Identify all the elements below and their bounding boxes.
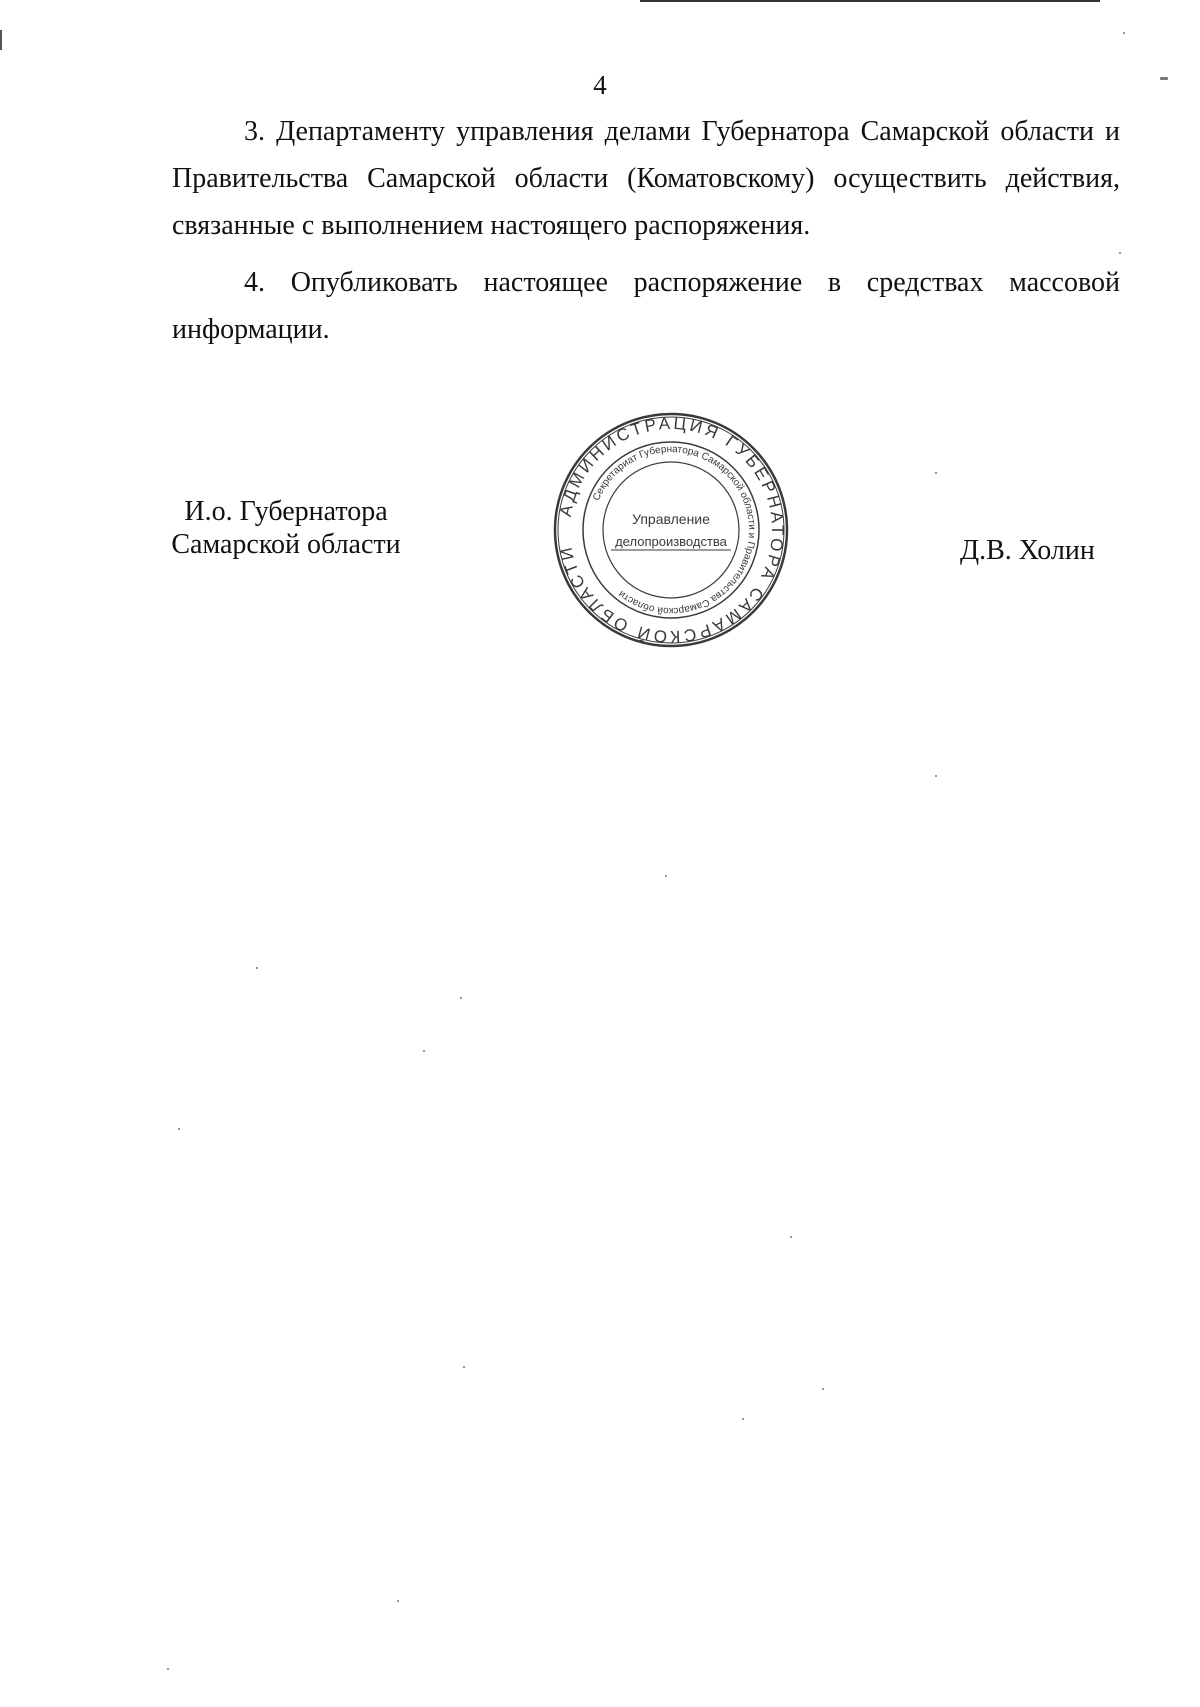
seal-outer-text: АДМИНИСТРАЦИЯ ГУБЕРНАТОРА САМАРСКОЙ ОБЛАСТИ [555, 413, 788, 647]
official-seal [553, 412, 789, 648]
scan-speck [665, 875, 667, 877]
seal-center-line1: Управление [632, 511, 710, 527]
scan-speck [935, 775, 937, 777]
signatory-position-line2: Самарской области [171, 529, 401, 560]
seal-center-line2: делопроизводства [615, 534, 727, 549]
paragraph-4: 4. Опубликовать настоящее распоряжение в средствах массовой информации. [172, 267, 1120, 345]
scan-speck [463, 1366, 465, 1368]
scan-speck [1119, 252, 1121, 254]
scan-speck [790, 1236, 792, 1238]
scan-speck [397, 1600, 399, 1602]
document-body [172, 108, 1120, 353]
signatory-position-line1: И.о. Губернатора [184, 496, 388, 527]
scan-speck [167, 1668, 169, 1670]
scan-speck [742, 1418, 744, 1420]
scan-speck [256, 967, 258, 969]
paragraph-3: 3. Департаменту управления делами Губернатора Самарской области и Правительства Самарской области (Коматовскому) осуществить действия, связанные с выполнением настоящего распоряжения. [172, 116, 1120, 241]
scan-speck [1160, 77, 1168, 80]
scan-speck [1123, 32, 1125, 34]
seal-inner-text: Секретариат Губернатора Самарской области и Правительства Самарской области [591, 443, 758, 617]
scan-speck [935, 472, 937, 474]
scan-speck [822, 1388, 824, 1390]
signatory-name: Д.В. Холин [960, 535, 1095, 566]
scan-speck [178, 1128, 180, 1130]
page-number: 4 [593, 70, 607, 100]
left-edge-mark [0, 30, 2, 50]
scan-speck [423, 1050, 425, 1052]
signatory-position [166, 495, 406, 561]
seal-inner-ring [603, 462, 739, 598]
seal-middle-ring [583, 442, 759, 618]
scan-speck [460, 997, 462, 999]
top-edge-line [640, 0, 1100, 2]
